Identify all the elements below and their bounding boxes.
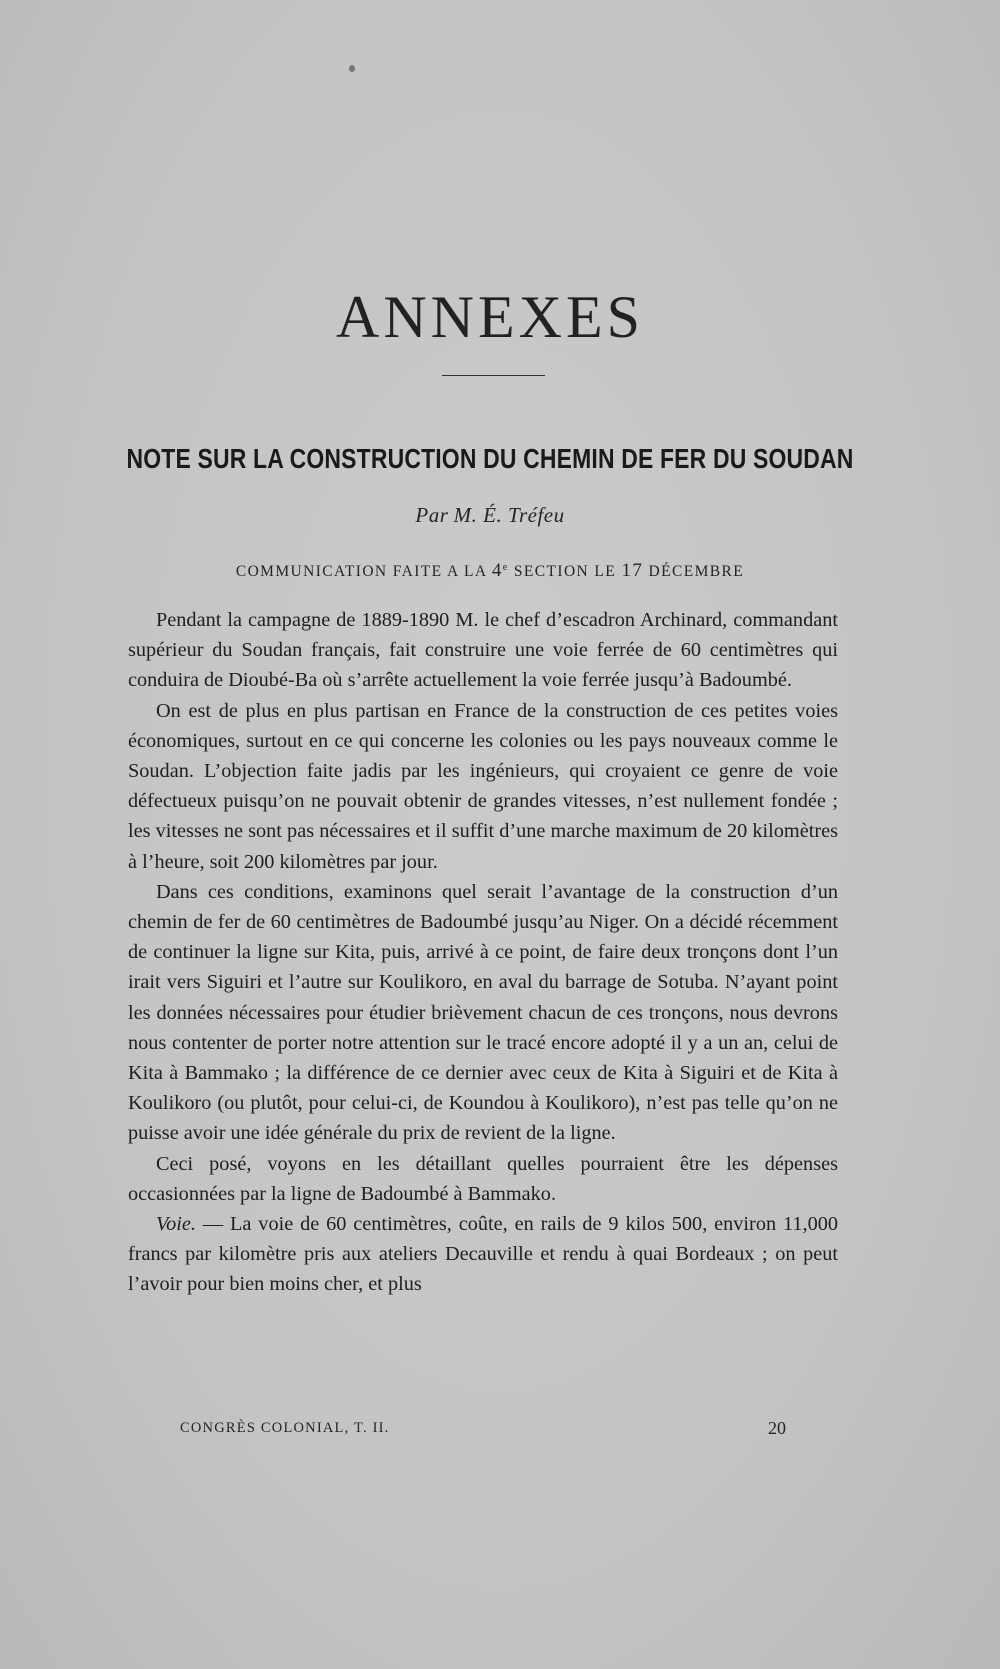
article-title: NOTE SUR LA CONSTRUCTION DU CHEMIN DE FER DU SOUDAN <box>126 443 854 474</box>
paragraph-lead: Voie. <box>156 1213 196 1236</box>
subtitle-ordinal: e <box>502 561 509 573</box>
paragraph: Ceci posé, voyons en les détaillant quelles pourraient être les dépenses occasionnées par la ligne de Badoumbé à Bammako. <box>128 1152 838 1205</box>
ink-speck <box>349 65 355 72</box>
byline-author: M. É. Tréfeu <box>453 503 565 527</box>
communication-subtitle <box>0 559 980 584</box>
paragraph: On est de plus en plus partisan en France de la construction de ces petites voies économiques, surtout en ce qui concerne les colonies ou les pays nouveaux comme le Soudan. L’objection faite jadis par les ingénieurs, qui croyaient ce genre de voie défectueux puisqu’on ne pouvait obtenir de grandes vitesses, n’est nullement fondée ; les vitesses ne sont pas nécessaires et il suffit d’une marche maximum de 20 kilomètres à l’heure, soit 200 kilomètres par jour. <box>128 699 838 873</box>
subtitle-section-number: 4 <box>491 560 503 581</box>
paragraph <box>128 1209 838 1300</box>
paragraph-text: — La voie de 60 centimètres, coûte, en rails de 9 kilos 500, environ 11,000 francs par kilomètre pris aux ateliers Decauville et rendu à quai Bordeaux ; on peut l’avoir pour bien moins cher, et plus <box>128 1213 838 1296</box>
subtitle-before: COMMUNICATION FAITE A LA <box>235 563 487 580</box>
running-title: CONGRÈS COLONIAL, T. II. <box>180 1420 390 1436</box>
title-divider <box>442 375 545 376</box>
page-footer <box>180 1418 786 1442</box>
subtitle-day: 17 <box>621 560 644 581</box>
page-number: 20 <box>768 1418 786 1438</box>
paragraph: Dans ces conditions, examinons quel serait l’avantage de la construction d’un chemin de fer de 60 centimètres de Badoumbé jusqu’au Niger. On a décidé récemment de continuer la ligne sur Kita, puis, arrivé à ce point, de faire deux tronçons dont l’un irait vers Siguiri et l’autre sur Koulikoro, en aval du barrage de Sotuba. N’ayant point les données nécessaires pour étudier brièvement chacun de ces tronçons, nous devrons nous contenter de porter notre attention sur le tracé encore adopté il y a un an, celui de Kita à Bammako ; la différence de ce dernier avec ceux de Kita à Siguiri et de Kita à Koulikoro (ou plutôt, pour celui-ci, de Koundou à Koulikoro), n’est pas telle qu’on ne puisse avoir une idée générale du prix de revient de la ligne. <box>128 880 838 1145</box>
paragraph: Pendant la campagne de 1889-1890 M. le chef d’escadron Archinard, commandant supérieur du Soudan français, fait construire une voie ferrée de 60 centimètres qui conduira de Dioubé-Ba où s’arrête actuellement la voie ferrée jusqu’à Badoumbé. <box>128 609 838 692</box>
subtitle-month: DÉCEMBRE <box>648 563 745 580</box>
subtitle-after: SECTION LE <box>513 563 617 580</box>
byline <box>0 502 980 528</box>
byline-prefix: Par <box>415 503 449 527</box>
section-title: ANNEXES <box>336 284 644 350</box>
body-text <box>128 605 838 1300</box>
